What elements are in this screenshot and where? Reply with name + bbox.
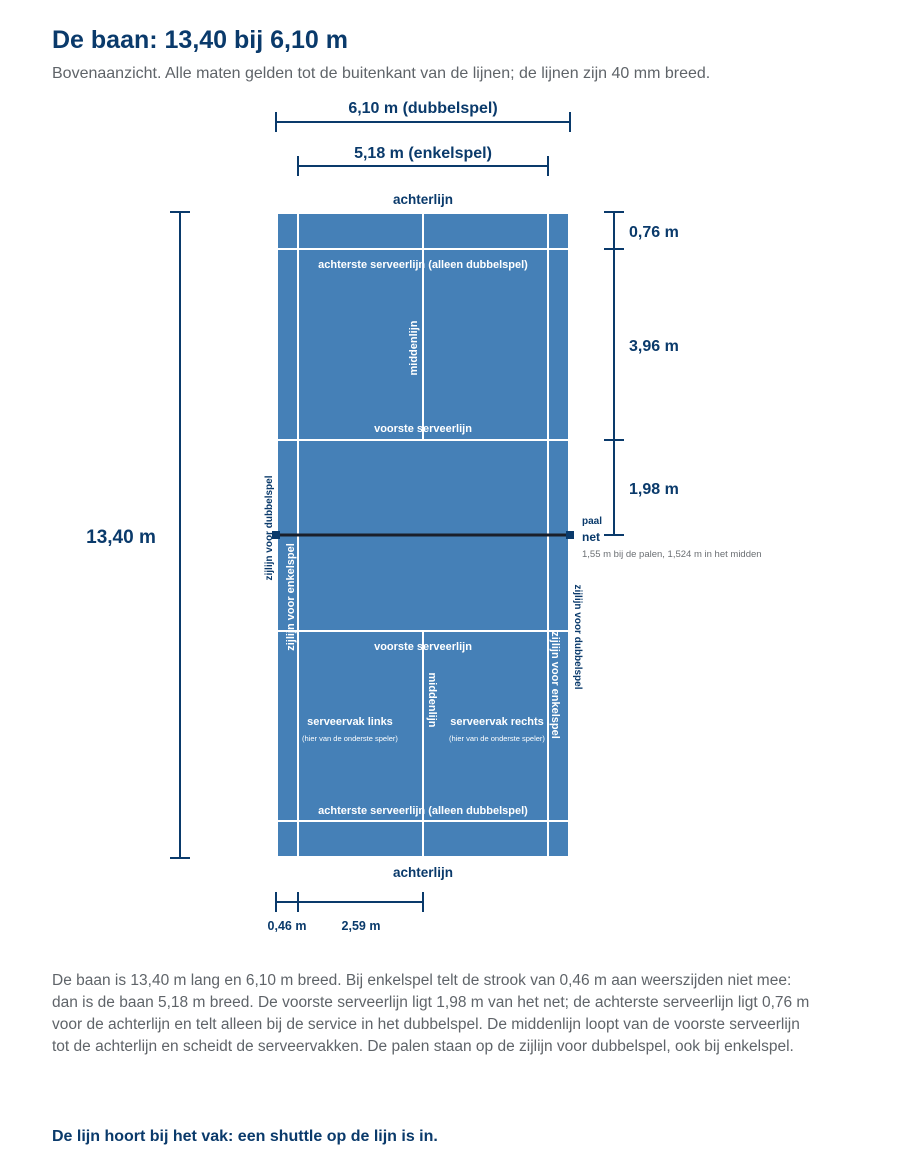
label-net: net bbox=[582, 530, 600, 544]
label-service-court-right: serveervak rechts bbox=[450, 716, 544, 728]
label-back-line-bottom: achterlijn bbox=[392, 865, 454, 880]
label-short-service-bottom: voorste serveerlijn bbox=[374, 641, 472, 653]
label-doubles-sideline-right: zijlijn voor dubbelspel bbox=[572, 584, 583, 690]
label-singles-sideline-left: zijlijn voor enkelspel bbox=[285, 543, 297, 651]
label-long-service-bottom: achterste serveerlijn (alleen dubbelspel) bbox=[318, 805, 528, 817]
label-width-singles: 5,18 m (enkelspel) bbox=[354, 145, 492, 162]
label-centre-line-bottom: middenlijn bbox=[426, 672, 438, 728]
label-side-strip: 0,46 m bbox=[267, 919, 307, 933]
post-right bbox=[566, 531, 574, 539]
label-net-height: 1,55 m bij de palen, 1,524 m in het midden bbox=[582, 549, 762, 560]
label-width-doubles: 6,10 m (dubbelspel) bbox=[348, 100, 498, 117]
page-title: De baan: 13,40 bij 6,10 m bbox=[52, 26, 348, 54]
label-post: paal bbox=[582, 516, 603, 527]
label-service-court-left: serveervak links bbox=[307, 716, 393, 728]
label-short-service: 1,98 m bbox=[629, 481, 679, 498]
label-singles-sideline-right: zijlijn voor enkelspel bbox=[549, 631, 561, 739]
explanation-paragraph: De baan is 13,40 m lang en 6,10 m breed. Bij enkelspel telt de strook van 0,46 m aan weerszijden niet mee: dan is de baan 5,18 m breed. De voorste serveerlijn ligt 1,98 m van het net; de achterste serveerlijn ligt 0,76 m voor de achterlijn en telt alleen bij de service in het dubbelspel. De middenlijn loopt van de voorste serveerlijn tot de achterlijn en scheidt de serveervakken. De palen staan op de zijlijn voor dubbelspel, ook bij enkelspel. bbox=[52, 972, 810, 1055]
label-doubles-sideline-left: zijlijn voor dubbelspel bbox=[264, 475, 275, 581]
label-service-depth: 3,96 m bbox=[629, 338, 679, 355]
label-half-width: 2,59 m bbox=[341, 919, 381, 933]
line-rule: De lijn hoort bij het vak: een shuttle op de lijn is in. bbox=[52, 1128, 438, 1145]
label-short-service-top: voorste serveerlijn bbox=[374, 423, 472, 435]
page-subtitle: Bovenaanzicht. Alle maten gelden tot de buitenkant van de lijnen; de lijnen zijn 40 mm breed. bbox=[52, 65, 711, 82]
label-length: 13,40 m bbox=[86, 527, 156, 548]
label-back-service-gap: 0,76 m bbox=[629, 224, 679, 241]
label-long-service-top: achterste serveerlijn (alleen dubbelspel) bbox=[318, 259, 528, 271]
label-centre-line-top: middenlijn bbox=[408, 320, 420, 376]
label-back-line-top: achterlijn bbox=[392, 192, 454, 207]
note-service-court-left: (hier van de onderste speler) bbox=[302, 734, 398, 743]
note-service-court-right: (hier van de onderste speler) bbox=[449, 734, 545, 743]
